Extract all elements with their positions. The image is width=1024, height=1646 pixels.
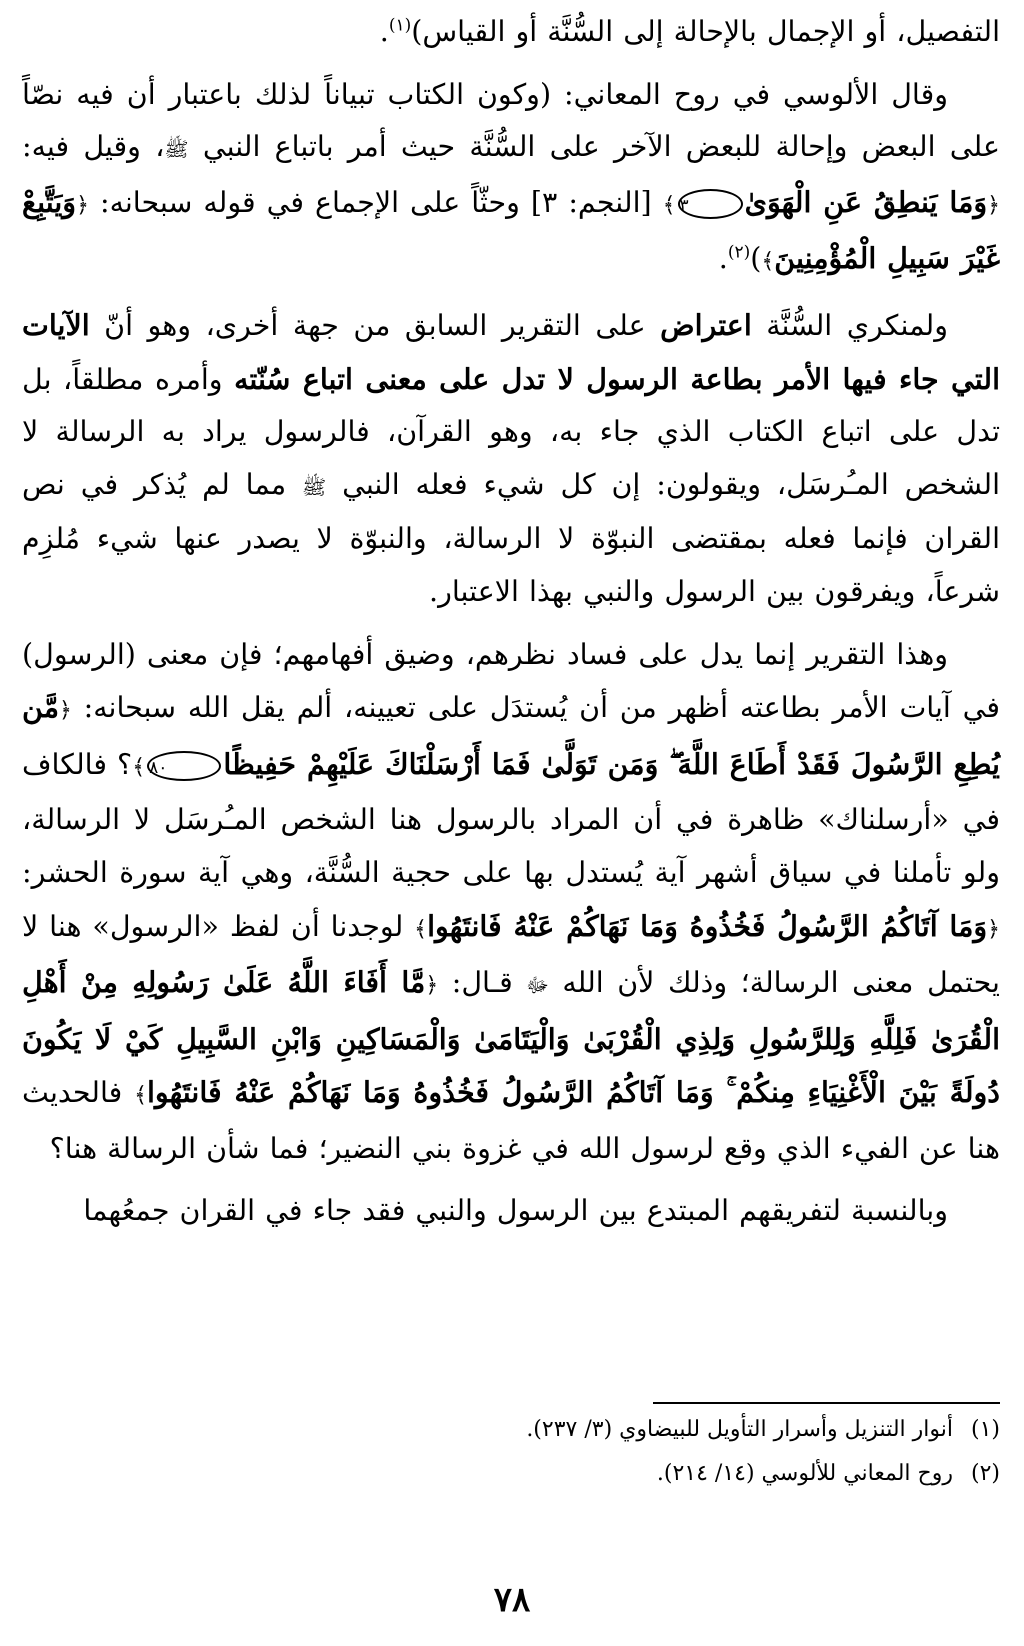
- paragraph-1: [22, 6, 1000, 59]
- paragraph-text: وهذا التقرير إنما يدل على فساد نظرهم، وضيق أفهامهم؛ فإن معنى (الرسول) في آيات الأمر بطاعته أظهر من أن يُستدَل على تعيينه، ألم يقل الله سبحانه:: [22, 637, 1000, 725]
- page-number: ٧٨: [493, 1580, 531, 1620]
- paragraph-text: على التقرير السابق من جهة أخرى، وهو أنّ: [89, 308, 661, 342]
- ayah-bracket-open: ﴿: [76, 192, 89, 218]
- paragraph-text: ؟ فالكاف في «أرسلناك» ظاهرة في أن المراد بالرسول هنا الشخص المـُرسَل لا الرسالة، ولو تأملنا في سياق أشهر آية يُستدل بها على حجية السُّنَّة، وهي آية سورة الحشر:: [22, 747, 1000, 889]
- main-text: [22, 6, 1000, 1238]
- quran-verse: مَّن يُطِعِ الرَّسُولَ فَقَدْ أَطَاعَ اللَّهَ ۖ وَمَن تَوَلَّىٰ فَمَا أَرْسَلْنَاكَ عَلَيْهِمْ حَفِيظًا: [22, 690, 1000, 781]
- paragraph-text: [النجم: ٣] وحثّاً على الإجماع في قوله سبحانه:: [88, 185, 663, 219]
- quran-verse: وَمَا يَنطِقُ عَنِ الْهَوَىٰ: [744, 184, 988, 219]
- quran-verse: وَمَا آتَاكُمُ الرَّسُولُ فَخُذُوهُ وَمَا نَهَاكُمْ عَنْهُ فَانتَهُوا: [427, 908, 988, 943]
- glory-ligature: ﷻ: [526, 973, 549, 998]
- ayah-bracket-open: ﴿: [425, 973, 439, 999]
- ayah-bracket-open: ﴿: [58, 698, 72, 724]
- footnote-text: أنوار التنزيل وأسرار التأويل للبيضاوي (٣/ ٢٣٧).: [526, 1417, 953, 1442]
- quran-verse: مَّا أَفَاءَ اللَّهُ عَلَىٰ رَسُولِهِ مِنْ أَهْلِ الْقُرَىٰ فَلِلَّهِ وَلِلرَّسُولِ وَلِذِي الْقُرْبَىٰ وَالْيَتَامَىٰ وَالْمَسَاكِينِ وَابْنِ السَّبِيلِ كَيْ لَا يَكُونَ دُولَةً بَيْنَ الْأَغْنِيَاءِ مِنكُمْ ۚ وَمَا آتَاكُمُ الرَّسُولُ فَخُذُوهُ وَمَا نَهَاكُمْ عَنْهُ فَانتَهُوا: [22, 965, 1000, 1110]
- paragraph-text: التفصيل، أو الإجمال بالإحالة إلى السُّنَّة أو القياس): [411, 15, 1000, 48]
- salla-ligature: ﷺ: [302, 474, 327, 499]
- bold-phrase: اعتراض: [660, 307, 752, 342]
- paragraph-text: مما لم يُذكر في نص القران فإنما فعله بمقتضى النبوّة لا الرسالة، والنبوّة لا يصدر عنها شيء مُلزِم شرعاً، ويفرقون بين الرسول والنبي بهذا الاعتبار.: [22, 467, 1000, 608]
- footnote-2: [40, 1452, 1000, 1496]
- paragraph-2: [22, 69, 1000, 289]
- ayah-number-mark: ٨٠: [147, 751, 221, 781]
- footnotes: [40, 1408, 1000, 1496]
- paragraph-text: لوجدنا أن لفظ «الرسول» هنا لا يحتمل معنى الرسالة؛ وذلك لأن الله: [22, 909, 1000, 1000]
- bold-phrase: الآيات التي جاء فيها الأمر بطاعة الرسول لا تدل على معنى اتباع سُنّته: [22, 307, 1001, 396]
- paragraph-4: [22, 629, 1000, 1176]
- ayah-bracket-close: ﴾: [414, 916, 428, 942]
- paragraph-text: قـال:: [438, 966, 527, 1000]
- ayah-bracket-close: ﴾: [132, 754, 146, 780]
- ayah-bracket-open: ﴿: [987, 916, 1000, 942]
- paragraph-text: .: [718, 242, 728, 276]
- paragraph-5: [22, 1185, 1000, 1238]
- paragraph-text: ولمنكري السُّنَّة: [751, 308, 948, 342]
- paragraph-text: وبالنسبة لتفريقهم المبتدع بين الرسول والنبي فقد جاء في القران جمعُهما: [83, 1194, 948, 1228]
- footnote-ref-1: (١): [388, 15, 412, 36]
- footnote-text: روح المعاني للألوسي (١٤/ ٢١٤).: [656, 1461, 953, 1486]
- ayah-bracket-close: ﴾: [761, 249, 775, 275]
- paragraph-text: وقال الألوسي في روح المعاني: (وكون الكتاب تبياناً لذلك باعتبار أن فيه نصّاً على البعض وإحالة للبعض الآخر على السُّنَّة حيث أمر باتباع النبي: [22, 77, 1000, 164]
- paragraph-text: ، وقيل فيه:: [22, 130, 165, 164]
- footnote-1: [40, 1408, 1000, 1452]
- footnote-ref-2: (٢): [727, 242, 751, 263]
- footnote-divider: [653, 1402, 1000, 1404]
- ayah-bracket-close: ﴾: [134, 1083, 148, 1109]
- ayah-bracket-close: ﴾: [662, 192, 676, 218]
- paragraph-3: [22, 299, 1000, 619]
- quran-verse: وَيَتَّبِعْ غَيْرَ سَبِيلِ الْمُؤْمِنِينَ: [22, 184, 1000, 276]
- ayah-bracket-open: ﴿: [987, 192, 1000, 218]
- paragraph-text: فالحديث هنا عن الفيء الذي وقع لرسول الله في غزوة بني النضير؛ فما شأن الرسالة هنا؟: [22, 1076, 1000, 1165]
- paragraph-text: .: [379, 15, 389, 48]
- footnote-number: (٢): [970, 1461, 1000, 1486]
- ayah-number-mark: ٣: [678, 189, 743, 219]
- paragraph-text: وأمره مطلقاً، بل تدل على اتباع الكتاب الذي جاء به، وهو القرآن، فالرسول يراد به الرسالة لا الشخص المـُرسَل، ويقولون: إن كل شيء فعله النبي: [22, 362, 1000, 501]
- footnote-number: (١): [970, 1417, 1000, 1442]
- salla-ligature: ﷺ: [164, 137, 189, 162]
- paragraph-text: ): [750, 242, 762, 276]
